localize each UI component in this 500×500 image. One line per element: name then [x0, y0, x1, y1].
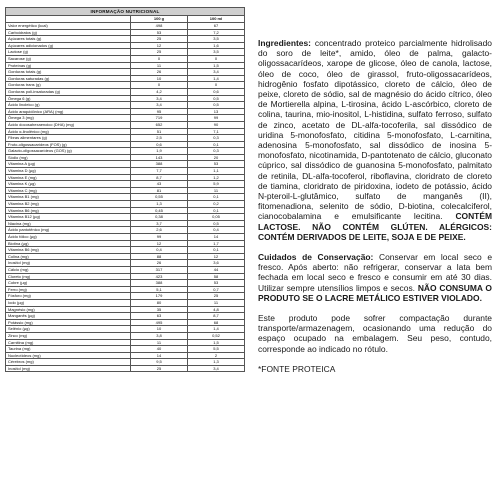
value-per-100g: 40 [131, 346, 188, 353]
table-row [6, 102, 245, 109]
table-row [6, 339, 245, 346]
nutrient-name: Lactose (g) [6, 49, 131, 56]
value-per-100ml: 25 [188, 293, 245, 300]
table-row [6, 88, 245, 95]
nutrient-name: Ácido pantotênico (mg) [6, 227, 131, 234]
value-per-100g: 10 [131, 75, 188, 82]
value-per-100ml: 3,5 [188, 49, 245, 56]
value-per-100g: 95 [131, 108, 188, 115]
value-per-100g: 10 [131, 326, 188, 333]
allergen-warning: CONTÉM LACTOSE. NÃO CONTÉM GLÚTEN. ALÉRGICOS: CONTÉM DERIVADOS DE LEITE, SOJA E DE PEIXE. [258, 211, 492, 242]
value-per-100g: 26 [131, 260, 188, 267]
table-row [6, 95, 245, 102]
nutrient-name: Magnésio (mg) [6, 306, 131, 313]
product-info-text [258, 38, 492, 384]
value-per-100g: 35 [131, 306, 188, 313]
storage-paragraph [258, 252, 492, 303]
value-per-100ml: 14 [188, 234, 245, 241]
table-row [6, 82, 245, 89]
nutrient-name: Açúcares totais (g) [6, 36, 131, 43]
table-row [6, 346, 245, 353]
value-per-100ml: 53 [188, 161, 245, 168]
nutrient-name: Vitamina B6 (mg) [6, 207, 131, 214]
value-per-100g: 25 [131, 49, 188, 56]
nutrient-name: Gorduras poli-insaturadas (g) [6, 88, 131, 95]
nutrient-name: Vitamina C (mg) [6, 187, 131, 194]
value-per-100g: 317 [131, 266, 188, 273]
value-per-100ml: 3,5 [188, 36, 245, 43]
value-per-100ml: 0,1 [188, 141, 245, 148]
table-row [6, 174, 245, 181]
value-per-100ml: 11 [188, 299, 245, 306]
nutrition-table [5, 7, 245, 372]
value-per-100ml: 0 [188, 55, 245, 62]
ingredients-label: Ingredientes: [258, 38, 311, 48]
value-per-100g: 7,7 [131, 168, 188, 175]
value-per-100ml: 11 [188, 187, 245, 194]
table-row [6, 108, 245, 115]
value-per-100g: 4,2 [131, 88, 188, 95]
nutrition-table-title: INFORMAÇÃO NUTRICIONAL [6, 8, 245, 16]
nutrient-name: Cérebros (mg) [6, 359, 131, 366]
seal-warning: NÃO CONSUMA O PRODUTO SE O LACRE METÁLICO ESTIVER VIOLADO. [258, 282, 492, 303]
nutrient-name: Gorduras trans (g) [6, 82, 131, 89]
nutrient-name: Ferro (mg) [6, 286, 131, 293]
value-per-100g: 3,4 [131, 102, 188, 109]
value-per-100ml: 53 [188, 280, 245, 287]
table-row [6, 332, 245, 339]
value-per-100g: 498 [131, 23, 188, 30]
value-per-100ml: 90 [188, 121, 245, 128]
storage-body: Conservar em local seco e fresco. Após aberto: não refrigerar, conservar a lata bem fechada em local seco e fresco e consumir em até 30 dias. Utilizar sempre utensílios limpos e secos. [258, 252, 493, 293]
value-per-100g: 2,5 [131, 135, 188, 142]
table-row [6, 36, 245, 43]
nutrient-name: Inositol (mg) [6, 260, 131, 267]
table-row [6, 240, 245, 247]
table-row [6, 266, 245, 273]
table-row [6, 49, 245, 56]
nutrient-name: Vitamina D (µg) [6, 168, 131, 175]
value-per-100ml: 1,7 [188, 240, 245, 247]
table-row [6, 234, 245, 241]
value-per-100ml: 1,3 [188, 359, 245, 366]
value-per-100g: 3,4 [131, 95, 188, 102]
value-per-100g: 12 [131, 240, 188, 247]
value-per-100g: 179 [131, 293, 188, 300]
nutrient-name: Taurina (mg) [6, 346, 131, 353]
value-per-100g: 2,6 [131, 227, 188, 234]
value-per-100ml: 0,1 [188, 247, 245, 254]
nutrient-name: Iodo (µg) [6, 299, 131, 306]
value-per-100ml: 1,4 [188, 75, 245, 82]
storage-label: Cuidados de Conservação: [258, 252, 374, 263]
table-row [6, 260, 245, 267]
table-row [6, 115, 245, 122]
value-per-100ml: 0,6 [188, 88, 245, 95]
table-row [6, 220, 245, 227]
value-per-100g: 0,55 [131, 194, 188, 201]
value-per-100ml: 8,7 [188, 313, 245, 320]
value-per-100ml: 5,9 [188, 181, 245, 188]
nutrient-name: Inositol (mg) [6, 365, 131, 372]
value-per-100g: 25 [131, 365, 188, 372]
table-row [6, 365, 245, 372]
table-row [6, 201, 245, 208]
table-row [6, 62, 245, 69]
nutrient-name: Fruto-oligossacarídeos (FOS) (g) [6, 141, 131, 148]
value-per-100g: 11 [131, 62, 188, 69]
table-row [6, 141, 245, 148]
table-row [6, 326, 245, 333]
nutrient-name: Galacto-oligossacarídeos (GOS) (g) [6, 148, 131, 155]
table-row [6, 148, 245, 155]
table-row [6, 306, 245, 313]
value-per-100ml: 0,4 [188, 227, 245, 234]
nutrient-name: Ácido linoleico (g) [6, 102, 131, 109]
table-row [6, 181, 245, 188]
table-row [6, 352, 245, 359]
ingredients-body: concentrado proteico parcialmente hidrolisado do soro de leite*, amido, óleo de palma, galacto-oligossacarídeos, xarope de glicose, óleo de canola, lactose, óleo de coco, óleo de girassol, fruto-oligossacarídeos, hidrogênio fosfato dipotássico, cloreto de cálcio, óleo de peixe, cloreto de sódio, sal de magnésio do ácido cítrico, óleo de Mortierella alpina, L-tirosina, ácido L-ascórbico, cloreto de colina, taurina, mio-inositol, L-histidina, sulfato ferroso, sulfato de zinco, acetato de DL-alfa-tocoferila, sal dissódico de uridina 5-monofosfato, citidina 5-monofosfato, L-carnitina, adenosina 5-monofosfato, sal dissódico de inosina 5-monofosfato, nicotinamida, D-pantotenato de cálcio, gluconato cúprico, sal dissódico de guanosina 5-monofosfato, palmitato de retinila, DL-alfa-tocoferol, riboflavina, cloridrato de cloreto de tiamina, cloridrato de piridoxina, iodeto de potássio, ácido N-pteroil-L-glutâmico, sulfato de manganês (II), fitomenadiona, selenito de sódio, D-biotina, colecalciferol, cianocobalamina e emulsificante lecitina. [258, 38, 492, 222]
table-row [6, 280, 245, 287]
nutrient-name: Vitamina B6 (mg) [6, 247, 131, 254]
table-row [6, 313, 245, 320]
value-per-100ml: 13 [188, 108, 245, 115]
nutrient-name: Vitamina A (µg) [6, 161, 131, 168]
value-per-100g: 652 [131, 121, 188, 128]
value-per-100g: 11 [131, 339, 188, 346]
nutrient-name: Sódio (mg) [6, 154, 131, 161]
nutrient-name: Ácido α-linolênico (mg) [6, 128, 131, 135]
nutrient-name: Cloreto (mg) [6, 273, 131, 280]
table-row [6, 214, 245, 221]
nutrient-name: Nucleotídeos (mg) [6, 352, 131, 359]
value-per-100g: 9,5 [131, 359, 188, 366]
value-per-100ml: 44 [188, 266, 245, 273]
nutrient-name: Biotina (µg) [6, 240, 131, 247]
nutrient-name: Valor energético (kcal) [6, 23, 131, 30]
value-per-100ml: 0,3 [188, 135, 245, 142]
value-per-100g: 12 [131, 42, 188, 49]
nutrient-name: Ômega 6 (g) [6, 95, 131, 102]
value-per-100g: 88 [131, 253, 188, 260]
value-per-100ml: 1,5 [188, 339, 245, 346]
value-per-100ml: 0,3 [188, 148, 245, 155]
column-header-100g: 100 g [131, 16, 188, 23]
value-per-100g: 0,6 [131, 141, 188, 148]
value-per-100g: 423 [131, 273, 188, 280]
nutrient-name: Proteínas (g) [6, 62, 131, 69]
value-per-100g: 143 [131, 154, 188, 161]
value-per-100ml: 99 [188, 115, 245, 122]
nutrient-name: Vitamina B2 (mg) [6, 201, 131, 208]
table-row [6, 168, 245, 175]
value-per-100g: 0,45 [131, 207, 188, 214]
table-row [6, 75, 245, 82]
table-row [6, 286, 245, 293]
table-row [6, 42, 245, 49]
table-row [6, 293, 245, 300]
value-per-100ml: 1,5 [188, 62, 245, 69]
nutrient-name: Carnitina (mg) [6, 339, 131, 346]
value-per-100ml: 58 [188, 273, 245, 280]
value-per-100g: 99 [131, 234, 188, 241]
nutrient-name: Colina (mg) [6, 253, 131, 260]
nutrient-name: Fibras alimentares (g) [6, 135, 131, 142]
table-row [6, 69, 245, 76]
value-per-100g: 14 [131, 352, 188, 359]
value-per-100ml: 1,6 [188, 42, 245, 49]
value-per-100ml: 0,05 [188, 214, 245, 221]
value-per-100g: 1,9 [131, 148, 188, 155]
value-per-100ml: 2 [188, 352, 245, 359]
value-per-100g: 81 [131, 187, 188, 194]
value-per-100g: 1,3 [131, 201, 188, 208]
value-per-100g: 0,38 [131, 214, 188, 221]
value-per-100g: 388 [131, 161, 188, 168]
value-per-100ml: 67 [188, 23, 245, 30]
value-per-100ml: 68 [188, 319, 245, 326]
nutrient-name: Vitamina B1 (mg) [6, 194, 131, 201]
value-per-100g: 53 [131, 29, 188, 36]
table-row [6, 227, 245, 234]
column-header-nutrient [6, 16, 131, 23]
table-row [6, 135, 245, 142]
value-per-100g: 51 [131, 128, 188, 135]
value-per-100ml: 0,2 [188, 201, 245, 208]
column-header-100ml: 100 ml [188, 16, 245, 23]
value-per-100ml: 1,2 [188, 174, 245, 181]
ingredients-paragraph [258, 38, 492, 242]
nutrient-name: Cálcio (mg) [6, 266, 131, 273]
table-row [6, 29, 245, 36]
value-per-100ml: 7,1 [188, 128, 245, 135]
value-per-100ml: 3,4 [188, 69, 245, 76]
table-row [6, 187, 245, 194]
value-per-100g: 0 [131, 55, 188, 62]
value-per-100ml: 7,2 [188, 29, 245, 36]
nutrient-name: Ácido fólico (µg) [6, 234, 131, 241]
table-row [6, 319, 245, 326]
protein-source-footnote: *FONTE PROTEICA [258, 363, 336, 374]
value-per-100g: 80 [131, 299, 188, 306]
value-per-100g: 3,8 [131, 332, 188, 339]
value-per-100g: 63 [131, 313, 188, 320]
value-per-100g: 26 [131, 69, 188, 76]
nutrient-name: Vitamina K (µg) [6, 181, 131, 188]
value-per-100g: 0,4 [131, 247, 188, 254]
value-per-100ml: 12 [188, 253, 245, 260]
value-per-100g: 388 [131, 280, 188, 287]
nutrient-name: Cobre (µg) [6, 280, 131, 287]
nutrient-name: Potássio (mg) [6, 319, 131, 326]
value-per-100ml: 0,5 [188, 220, 245, 227]
compaction-notice: Este produto pode sofrer compactação durante transporte/armazenagem, ocasionando uma redução do espaço ocupado na embalagem. Seu peso, contudo, corresponde ao indicado no rótulo. [258, 313, 492, 354]
value-per-100g: 8,7 [131, 174, 188, 181]
value-per-100ml: 0,1 [188, 194, 245, 201]
value-per-100g: 0 [131, 82, 188, 89]
table-row [6, 359, 245, 366]
nutrient-name: Vitamina E (mg) [6, 174, 131, 181]
value-per-100ml: 0,5 [188, 95, 245, 102]
value-per-100ml: 1,4 [188, 326, 245, 333]
nutrient-name: Manganês (µg) [6, 313, 131, 320]
table-row [6, 55, 245, 62]
value-per-100ml: 0,52 [188, 332, 245, 339]
nutrient-name: Ácido docosahexaenoico (DHA) (mg) [6, 121, 131, 128]
value-per-100g: 43 [131, 181, 188, 188]
value-per-100g: 5,1 [131, 286, 188, 293]
table-row [6, 299, 245, 306]
value-per-100ml: 0,5 [188, 102, 245, 109]
table-row [6, 121, 245, 128]
nutrient-name: Niacina (mg) [6, 220, 131, 227]
nutrient-name: Carboidratos (g) [6, 29, 131, 36]
table-row [6, 161, 245, 168]
nutrient-name: Selênio (µg) [6, 326, 131, 333]
value-per-100ml: 0,1 [188, 207, 245, 214]
value-per-100g: 3,7 [131, 220, 188, 227]
value-per-100ml: 4,8 [188, 306, 245, 313]
table-row [6, 207, 245, 214]
table-row [6, 253, 245, 260]
table-row [6, 154, 245, 161]
value-per-100ml: 20 [188, 154, 245, 161]
value-per-100ml: 3,4 [188, 365, 245, 372]
table-row [6, 247, 245, 254]
table-row [6, 128, 245, 135]
nutrient-name: Zinco (mg) [6, 332, 131, 339]
table-row [6, 23, 245, 30]
value-per-100g: 25 [131, 36, 188, 43]
nutrient-name: Açúcares adicionados (g) [6, 42, 131, 49]
value-per-100g: 719 [131, 115, 188, 122]
nutrient-name: Ácido araquidônico (ARA) (mg) [6, 108, 131, 115]
nutrition-table-body [6, 23, 245, 372]
value-per-100ml: 5,5 [188, 346, 245, 353]
table-row [6, 194, 245, 201]
nutrient-name: Gorduras totais (g) [6, 69, 131, 76]
nutrient-name: Sacarose (g) [6, 55, 131, 62]
value-per-100g: 495 [131, 319, 188, 326]
value-per-100ml: 0 [188, 82, 245, 89]
value-per-100ml: 1,1 [188, 168, 245, 175]
nutrient-name: Ômega 3 (mg) [6, 115, 131, 122]
value-per-100ml: 3,6 [188, 260, 245, 267]
nutrient-name: Vitamina B12 (µg) [6, 214, 131, 221]
table-row [6, 273, 245, 280]
nutrient-name: Gorduras saturadas (g) [6, 75, 131, 82]
value-per-100ml: 0,7 [188, 286, 245, 293]
nutrient-name: Fósforo (mg) [6, 293, 131, 300]
